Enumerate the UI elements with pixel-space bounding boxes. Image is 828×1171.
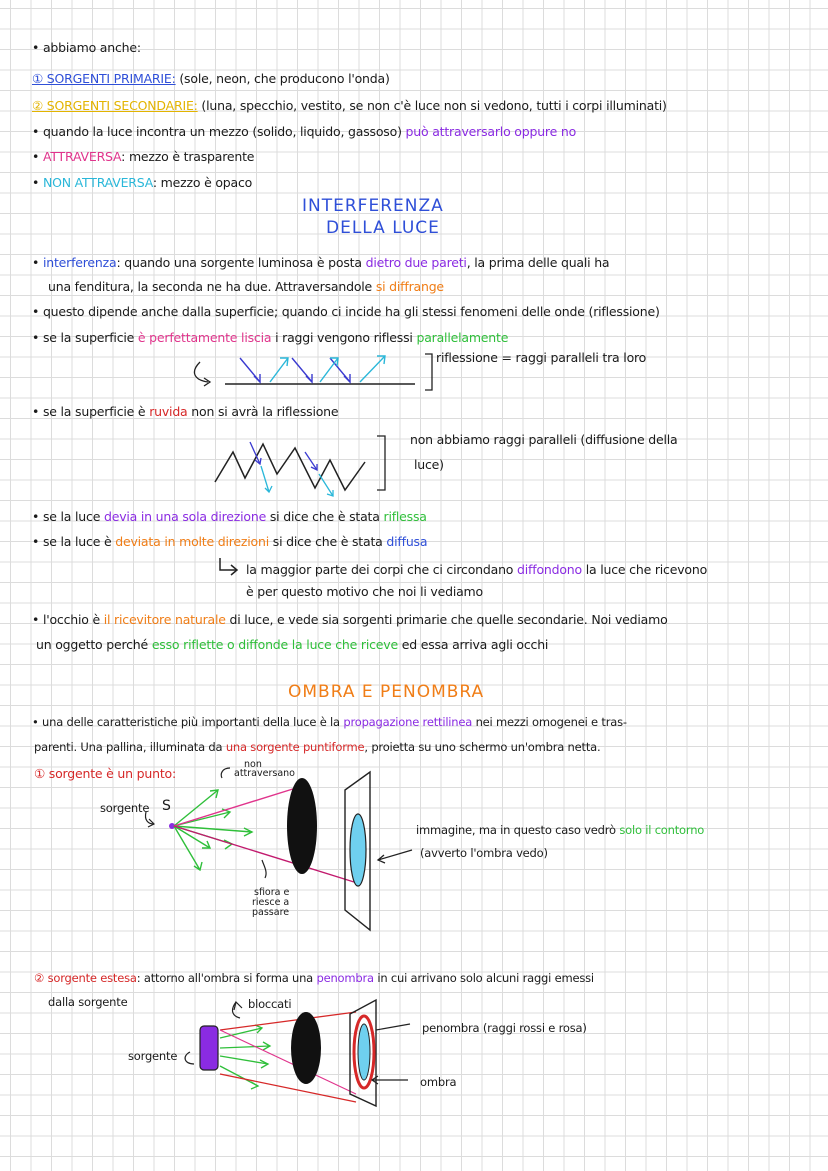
attraversa-label: ATTRAVERSA bbox=[42, 149, 122, 164]
text: in cui arrivano solo alcuni raggi emessi bbox=[373, 971, 594, 985]
penumbra-label: penombra (raggi rossi e rosa) bbox=[422, 1021, 587, 1035]
text: i raggi vengono riflessi bbox=[271, 330, 417, 345]
diffusion-note-1: non abbiamo raggi paralleli (diffusione della bbox=[410, 432, 678, 447]
medium-highlight: può attraversarlo oppure no bbox=[405, 124, 577, 139]
receiver-highlight: il ricevitore naturale bbox=[103, 612, 226, 627]
text: nei mezzi omogenei e tras- bbox=[472, 715, 627, 729]
text: non si avrà la riflessione bbox=[187, 404, 339, 419]
image-note-line: (avverto l'ombra vedo) bbox=[420, 846, 548, 860]
point-source-label: ① sorgente è un punto: bbox=[34, 766, 176, 781]
text: la maggior parte dei corpi che ci circondano bbox=[246, 562, 518, 577]
secondary-sources-label: ② SORGENTI SECONDARIE: bbox=[32, 98, 198, 113]
text: la luce che ricevono bbox=[581, 562, 708, 577]
blocked-label: bloccati bbox=[248, 997, 292, 1011]
text: di luce, e vede sia sorgenti primarie che quelle secondarie. Noi vediamo bbox=[225, 612, 668, 627]
medium-text: • quando la luce incontra un mezzo (solido, liquido, gassoso) bbox=[32, 124, 406, 139]
text: • se la superficie è bbox=[32, 404, 150, 419]
diffusion-note-2: luce) bbox=[414, 457, 444, 472]
reflects-diffuses-highlight: esso riflette o diffonde la luce che riceve bbox=[151, 637, 398, 652]
shadow-title: OMBRA E PENOMBRA bbox=[288, 682, 485, 702]
text: una fenditura, la seconda ne ha due. Attraversandole bbox=[48, 279, 376, 294]
eye-line-2 bbox=[36, 637, 548, 653]
image-contour-line bbox=[416, 822, 704, 838]
arrow-icon bbox=[216, 556, 242, 578]
interference-def-line-2 bbox=[48, 279, 444, 295]
reflected-line bbox=[32, 509, 427, 525]
source-label-2: sorgente bbox=[128, 1049, 178, 1063]
text: • l'occhio è bbox=[32, 612, 104, 627]
text: • se la luce bbox=[32, 509, 104, 524]
intro-secondary-sources bbox=[32, 98, 667, 114]
parallel-highlight: parallelamente bbox=[416, 330, 509, 345]
interference-def-line-1 bbox=[32, 255, 609, 271]
text: parenti. Una pallina, illuminata da bbox=[34, 740, 226, 754]
intro-medium-line bbox=[32, 124, 576, 140]
extended-source-line-1 bbox=[34, 970, 594, 986]
bullet: • bbox=[32, 149, 43, 164]
intro-primary-sources bbox=[32, 71, 390, 87]
intro-line-1: • abbiamo anche: bbox=[32, 40, 141, 55]
reflection-note: riflessione = raggi paralleli tra loro bbox=[436, 350, 647, 365]
text: • una delle caratteristiche più importanti della luce è la bbox=[32, 715, 344, 729]
image-arrow-icon bbox=[374, 846, 414, 866]
text: un oggetto perché bbox=[36, 637, 152, 652]
one-direction-highlight: devia in una sola direzione bbox=[103, 509, 267, 524]
diffracts-highlight: si diffrange bbox=[375, 279, 444, 294]
bodies-diffuse-line bbox=[246, 562, 707, 578]
point-source-diagram bbox=[140, 760, 400, 960]
extended-source-line-2: dalla sorgente bbox=[48, 995, 128, 1009]
reflection-diagram bbox=[180, 350, 440, 400]
source-letter: S bbox=[162, 798, 171, 814]
two-walls-highlight: dietro due pareti bbox=[365, 255, 467, 270]
point-source-highlight: una sorgente puntiforme bbox=[225, 740, 365, 754]
shadow-label: ombra bbox=[420, 1075, 457, 1089]
text: , proietta su uno schermo un'ombra netta. bbox=[364, 740, 601, 754]
surface-line: • questo dipende anche dalla superficie; quando ci incide ha gli stessi fenomeni delle onde (riflessione) bbox=[32, 304, 660, 319]
penumbra-highlight: penombra bbox=[316, 971, 374, 985]
sfiora-label-2: riesce a bbox=[252, 897, 290, 908]
intro-transparent-line bbox=[32, 149, 254, 165]
sfiora-label-3: passare bbox=[252, 907, 290, 918]
rough-highlight: ruvida bbox=[149, 404, 188, 419]
smooth-highlight: è perfettamente liscia bbox=[137, 330, 272, 345]
text: • se la luce è bbox=[32, 534, 116, 549]
eye-line-1 bbox=[32, 612, 668, 628]
interference-title-1: INTERFERENZA bbox=[302, 196, 444, 216]
contour-highlight: solo il contorno bbox=[619, 823, 705, 837]
non-attraversa-label: NON ATTRAVERSA bbox=[42, 175, 153, 190]
transparent-text: : mezzo è trasparente bbox=[121, 149, 255, 164]
smooth-surface-line bbox=[32, 330, 508, 346]
bullet: • bbox=[32, 175, 43, 190]
text: , la prima delle quali ha bbox=[466, 255, 610, 270]
text: : quando una sorgente luminosa è posta bbox=[116, 255, 366, 270]
shadow-line-2 bbox=[34, 739, 600, 755]
primary-sources-label: ① SORGENTI PRIMARIE: bbox=[32, 71, 176, 86]
extended-source-diagram bbox=[180, 990, 420, 1110]
secondary-sources-text: (luna, specchio, vestito, se non c'è luce non si vedono, tutti i corpi illuminati) bbox=[197, 98, 667, 113]
source-label: sorgente bbox=[100, 801, 150, 815]
shadow-line-1 bbox=[32, 714, 627, 730]
rectilinear-highlight: propagazione rettilinea bbox=[343, 715, 473, 729]
text: • se la superficie bbox=[32, 330, 138, 345]
text: : attorno all'ombra si forma una bbox=[136, 971, 317, 985]
number-label: ② bbox=[34, 971, 48, 985]
many-directions-highlight: deviata in molte direzioni bbox=[115, 534, 269, 549]
reflected-highlight: riflessa bbox=[383, 509, 427, 524]
sfiora-label-1: sfiora e bbox=[254, 887, 290, 898]
diffuse-highlight: diffondono bbox=[517, 562, 582, 577]
diffused-highlight: diffusa bbox=[386, 534, 428, 549]
extended-source-label: sorgente estesa bbox=[47, 971, 137, 985]
why-we-see-line: è per questo motivo che noi li vediamo bbox=[246, 584, 483, 599]
diffused-line bbox=[32, 534, 427, 550]
primary-sources-text: (sole, neon, che producono l'onda) bbox=[175, 71, 390, 86]
text: si dice che è stata bbox=[266, 509, 384, 524]
rough-surface-line bbox=[32, 404, 338, 420]
non-label: non bbox=[244, 759, 262, 770]
opaque-text: : mezzo è opaco bbox=[152, 175, 253, 190]
attraversano-label: attraversano bbox=[234, 768, 295, 779]
intro-opaque-line bbox=[32, 175, 252, 191]
text: immagine, ma in questo caso vedrò bbox=[416, 823, 620, 837]
bullet: • bbox=[32, 255, 43, 270]
interference-title-2: DELLA LUCE bbox=[326, 218, 440, 238]
interference-term: interferenza bbox=[42, 255, 117, 270]
diffusion-diagram bbox=[205, 430, 405, 502]
text: si dice che è stata bbox=[269, 534, 387, 549]
text: ed essa arriva agli occhi bbox=[397, 637, 549, 652]
